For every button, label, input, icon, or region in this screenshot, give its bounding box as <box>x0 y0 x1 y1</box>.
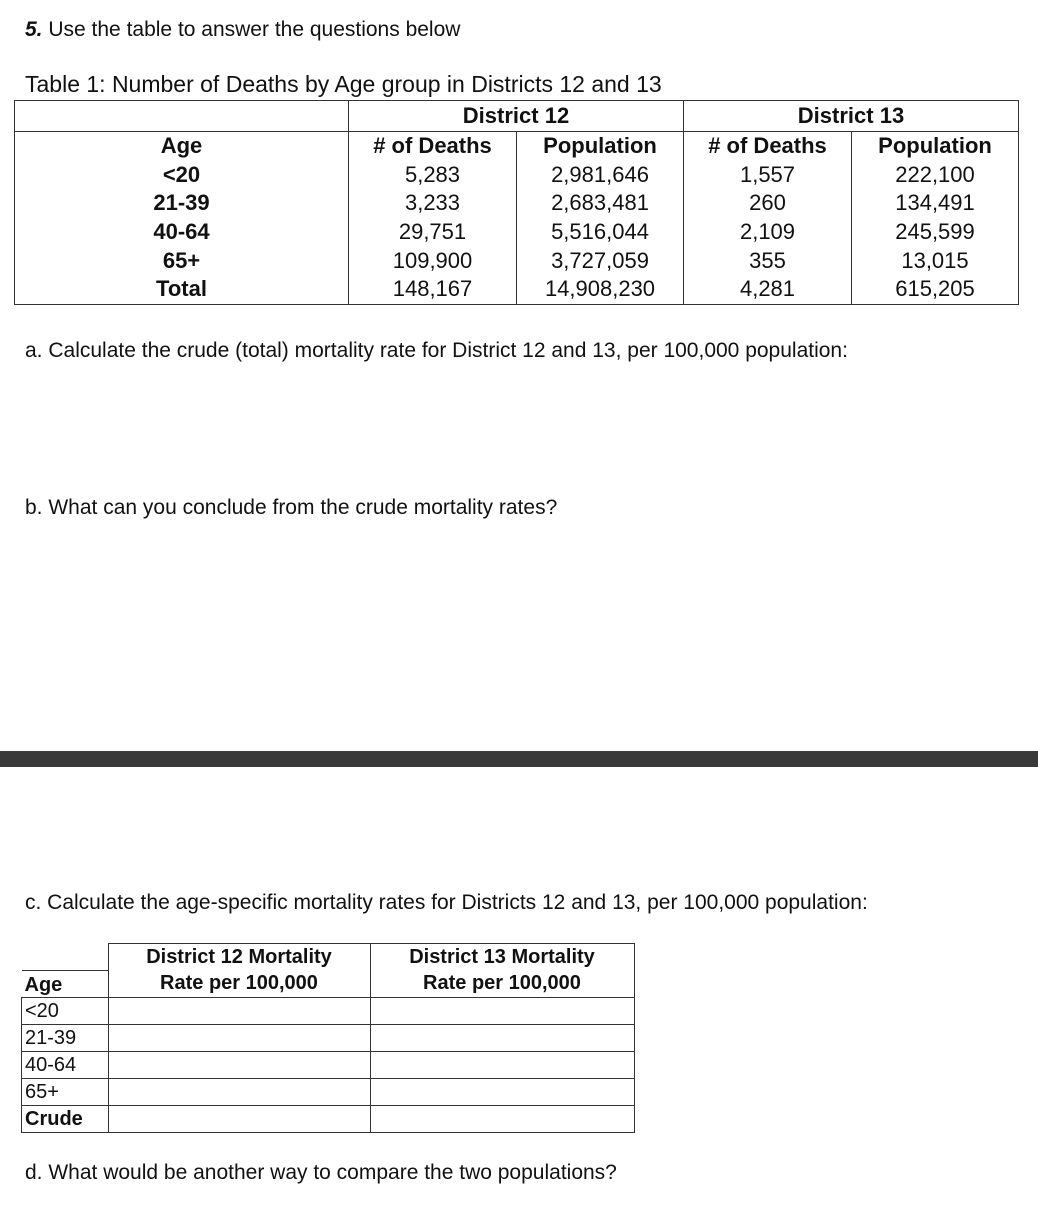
table-row <box>22 1025 635 1052</box>
cell: 615,205 <box>852 275 1019 304</box>
cell: 355 <box>684 246 852 275</box>
district-13-header: District 13 <box>684 101 1019 132</box>
age-header: Age <box>15 132 349 161</box>
d13-population-header: Population <box>852 132 1019 161</box>
mortality-rate-table <box>21 943 635 1133</box>
d12-deaths-header: # of Deaths <box>349 132 517 161</box>
cell: 5,283 <box>349 161 517 190</box>
age-cell: 65+ <box>15 246 349 275</box>
d13-rate-input-cell[interactable] <box>370 1052 634 1079</box>
d13-rate-input-cell[interactable] <box>370 1106 634 1133</box>
district-12-header: District 12 <box>349 101 684 132</box>
d12-rate-input-cell[interactable] <box>108 998 370 1025</box>
age-header: Age <box>22 970 108 997</box>
question-a: a. Calculate the crude (total) mortality rate for District 12 and 13, per 100,000 population: <box>25 339 848 362</box>
age-header-cell <box>22 944 109 998</box>
d12-rate-input-cell[interactable] <box>108 1106 370 1133</box>
cell: 222,100 <box>852 161 1019 190</box>
cell: 134,491 <box>852 189 1019 218</box>
cell: 245,599 <box>852 218 1019 247</box>
table-row <box>15 275 1019 304</box>
cell: 1,557 <box>684 161 852 190</box>
cell: 3,233 <box>349 189 517 218</box>
cell: 2,109 <box>684 218 852 247</box>
table-row <box>22 1106 635 1133</box>
cell: 5,516,044 <box>517 218 684 247</box>
age-cell: 21-39 <box>22 1025 109 1052</box>
table-row <box>22 998 635 1025</box>
age-cell: 21-39 <box>15 189 349 218</box>
table-row <box>15 218 1019 247</box>
d13-rate-input-cell[interactable] <box>370 1079 634 1106</box>
question-5-heading: 5. Use the table to answer the questions below <box>25 18 461 41</box>
cell: 2,981,646 <box>517 161 684 190</box>
d12-rate-input-cell[interactable] <box>108 1052 370 1079</box>
crude-cell: Crude <box>22 1106 109 1133</box>
d13-rate-input-cell[interactable] <box>370 998 634 1025</box>
table-row <box>15 189 1019 218</box>
cell: 109,900 <box>349 246 517 275</box>
table-row <box>22 1079 635 1106</box>
age-cell: <20 <box>22 998 109 1025</box>
age-cell: <20 <box>15 161 349 190</box>
cell: 29,751 <box>349 218 517 247</box>
table-row <box>15 161 1019 190</box>
table-row <box>22 1052 635 1079</box>
question-b: b. What can you conclude from the crude mortality rates? <box>25 496 558 519</box>
d12-rate-input-cell[interactable] <box>108 1025 370 1052</box>
cell: 13,015 <box>852 246 1019 275</box>
d12-rate-input-cell[interactable] <box>108 1079 370 1106</box>
d13-deaths-header: # of Deaths <box>684 132 852 161</box>
table-row <box>15 246 1019 275</box>
age-cell: 65+ <box>22 1079 109 1106</box>
cell: 2,683,481 <box>517 189 684 218</box>
table-1-caption: Table 1: Number of Deaths by Age group in Districts 12 and 13 <box>25 71 662 97</box>
age-cell: 40-64 <box>15 218 349 247</box>
d13-rate-input-cell[interactable] <box>370 1025 634 1052</box>
question-d: d. What would be another way to compare the two populations? <box>25 1161 617 1184</box>
question-c: c. Calculate the age-specific mortality rates for Districts 12 and 13, per 100,000 population: <box>25 891 868 914</box>
table1-blank-header <box>15 101 349 132</box>
deaths-by-age-table <box>14 100 1019 305</box>
cell: 3,727,059 <box>517 246 684 275</box>
age-cell: Total <box>15 275 349 304</box>
page-divider <box>0 751 1038 767</box>
d12-rate-header: District 12 Mortality Rate per 100,000 <box>108 944 370 998</box>
cell: 14,908,230 <box>517 275 684 304</box>
cell: 148,167 <box>349 275 517 304</box>
cell: 260 <box>684 189 852 218</box>
cell: 4,281 <box>684 275 852 304</box>
age-cell: 40-64 <box>22 1052 109 1079</box>
d12-population-header: Population <box>517 132 684 161</box>
d13-rate-header: District 13 Mortality Rate per 100,000 <box>370 944 634 998</box>
